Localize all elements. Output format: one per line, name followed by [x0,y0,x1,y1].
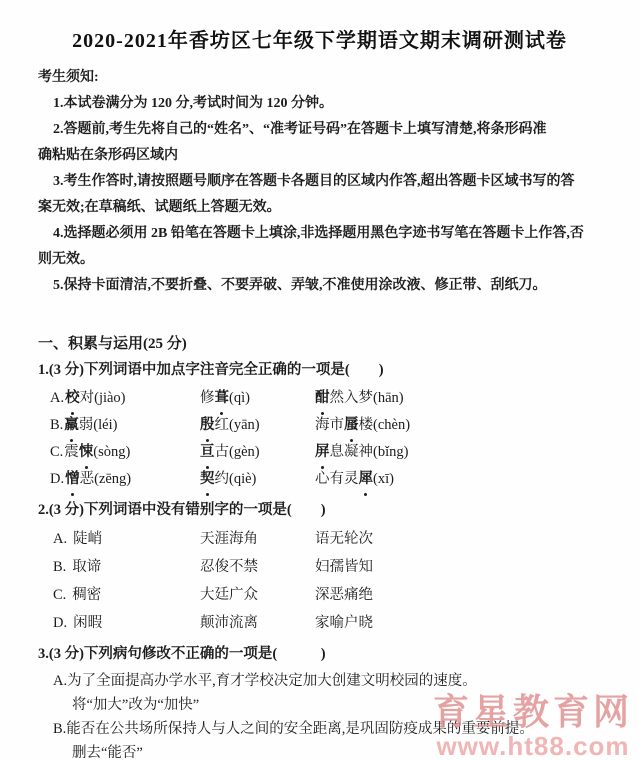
question3-options [53,669,639,760]
option-cell [53,553,200,581]
option-label: A. [53,531,68,547]
option-row [53,581,639,609]
word-part: 古(gèn) [214,444,260,460]
option-cell [200,385,315,412]
option-label: C. [50,444,64,460]
watermark-site-name: 育星教育网 [432,691,633,732]
option-cell [315,466,639,493]
option-row [50,412,639,439]
section-heading: 一、积累与运用(25 分) [38,336,187,352]
question2-options [53,525,639,637]
option-cell: 忍俊不禁 [200,559,258,575]
question1-options [50,385,639,493]
option-row [53,609,639,637]
option-label: A. [50,390,65,406]
option-label: B. [50,417,64,433]
option-cell [50,385,200,412]
word-part: 息凝神(bǐng) [329,444,409,460]
option-cell [50,466,200,493]
option-label: B. [53,559,67,575]
notice-line: 则无效。 [38,252,94,267]
emphasized-char: 葺 [215,385,230,412]
word-part: 震 [64,444,79,460]
option-cell [200,439,315,466]
question3-stem: 3.(3 分)下列病句修改不正确的一项是( ) [38,646,326,662]
notice-line: 5.保持卡面清洁,不要折叠、不要弄破、弄皱,不准使用涂改液、修正带、刮纸刀。 [53,278,547,293]
word: 稠密 [72,587,102,603]
word: 闲暇 [73,615,103,631]
option-row [50,385,639,412]
emphasized-char: 契 [200,466,215,493]
word-part: 然入梦(hān) [329,390,404,406]
word-part: (xī) [373,471,394,487]
emphasized-char: 屏 [315,439,330,466]
option-cell: 语无轮次 [315,531,373,547]
word-part: 楼(chèn) [358,417,411,433]
option-cell [53,581,200,609]
notice-line: 3.考生作答时,请按照题号顺序在答题卡各题目的区域内作答,超出答题卡区域书写的答 [53,174,575,189]
question2-stem: 2.(3 分)下列词语中没有错别字的一项是( ) [38,502,326,518]
option-sentence: A.为了全面提高办学水平,育才学校决定加大创建文明校园的速度。 [53,673,477,689]
option-fix: 删去“能否” [72,745,143,760]
word-part: (sòng) [93,444,131,460]
option-cell [50,412,200,439]
word: 陡峭 [73,531,103,547]
word-part: 约(qiè) [214,471,257,487]
emphasized-char: 悚 [79,439,94,466]
option-cell [315,412,639,439]
notice-line: 4.选择题必须用 2B 铅笔在答题卡上填涂,非选择题用黑色字迹书写笔在答题卡上作答,否 [53,226,584,241]
notice-section [38,65,609,299]
option-cell [53,525,200,553]
emphasized-char: 殷 [200,412,215,439]
word-part: 弱(léi) [78,417,118,433]
emphasized-char: 犀 [359,466,374,493]
option-row [50,439,639,466]
option-label: D. [53,615,68,631]
notice-line: 确粘贴在条形码区域内 [38,148,178,163]
emphasized-char: 酣 [315,385,330,412]
word-part: 恶(zēng) [79,471,132,487]
word-part: (qì) [229,390,250,406]
notice-line: 2.答题前,考生先将自己的“姓名”、“准考证号码”在答题卡上填写清楚,将条形码准 [53,122,547,137]
option-cell [200,466,315,493]
option-cell [53,609,200,637]
option-cell [315,439,639,466]
emphasized-char: 蜃 [344,412,359,439]
option-row [50,466,639,493]
option-fix: 将“加大”改为“加快” [72,697,200,713]
option-cell: 颠沛流离 [200,615,258,631]
emphasized-char: 羸 [64,412,79,439]
word-part: 对(jiào) [79,390,126,406]
page-title: 2020-2021年香坊区七年级下学期语文期末调研测试卷 [72,30,567,52]
word-part: 红(yān) [214,417,260,433]
emphasized-char: 校 [65,385,80,412]
option-cell: 家喻户晓 [315,615,373,631]
option-cell: 深恶痛绝 [315,587,373,603]
option-row [53,553,639,581]
option-cell: 天涯海角 [200,531,258,547]
word-part: 心有灵 [315,471,359,487]
option-label: D. [50,471,65,487]
option-cell [315,385,639,412]
option-cell [50,439,200,466]
option-row [53,525,639,553]
emphasized-char: 憎 [65,466,80,493]
notice-line: 1.本试卷满分为 120 分,考试时间为 120 分钟。 [53,96,333,111]
option-cell: 妇孺皆知 [315,559,373,575]
watermark-url: www.ht88.com [436,731,630,760]
emphasized-char: 亘 [200,439,215,466]
question1-stem: 1.(3 分)下列词语中加点字注音完全正确的一项是( ) [38,362,384,378]
option-cell [200,412,315,439]
word-part: 海市 [315,417,344,433]
word: 取谛 [72,559,102,575]
option-sentence: B.能否在公共场所保持人与人之间的安全距离,是巩固防疫成果的重要前提。 [53,721,534,737]
word-part: 修 [200,390,215,406]
option-label: C. [53,587,67,603]
option-cell: 大廷广众 [200,587,258,603]
notice-line: 案无效;在草稿纸、试题纸上答题无效。 [38,200,281,215]
notice-heading: 考生须知: [38,70,99,85]
